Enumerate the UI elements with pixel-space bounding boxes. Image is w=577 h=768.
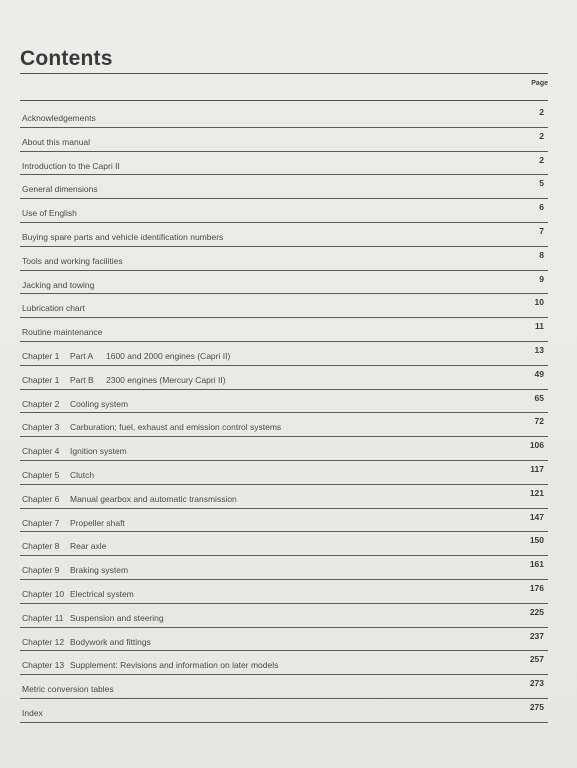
page-number: 7 bbox=[539, 225, 544, 236]
entry-title: Index bbox=[22, 707, 43, 718]
page-number: 225 bbox=[529, 606, 544, 617]
contents-list bbox=[20, 104, 548, 723]
chapter-number: Chapter 9 bbox=[22, 565, 60, 576]
page-number: 161 bbox=[529, 559, 544, 570]
entry-title: Cooling system bbox=[70, 398, 129, 409]
entry-title: General dimensions bbox=[22, 184, 98, 195]
entry-label bbox=[22, 613, 164, 623]
contents-entry bbox=[20, 271, 548, 295]
entry-label bbox=[22, 137, 90, 147]
contents-entry bbox=[20, 556, 548, 580]
entry-label bbox=[22, 113, 96, 123]
contents-entry bbox=[20, 509, 548, 533]
contents-entry bbox=[20, 604, 548, 628]
part-label: Part A bbox=[70, 350, 94, 361]
page-number: 11 bbox=[535, 321, 544, 332]
entry-title: 2300 engines (Mercury Capri II) bbox=[106, 374, 226, 385]
entry-title: Metric conversion tables bbox=[22, 684, 114, 695]
contents-entry bbox=[20, 223, 548, 247]
entry-title: Buying spare parts and vehicle identification numbers bbox=[22, 231, 224, 242]
page-number: 106 bbox=[529, 440, 544, 451]
page-number: 121 bbox=[529, 487, 544, 498]
entry-title: Jacking and towing bbox=[22, 279, 95, 290]
entry-label bbox=[22, 684, 114, 694]
entry-title: Bodywork and fittings bbox=[70, 636, 151, 647]
entry-label bbox=[22, 518, 125, 528]
entry-title: Manual gearbox and automatic transmission bbox=[70, 493, 237, 504]
page-number: 2 bbox=[539, 154, 544, 165]
chapter-number: Chapter 1 bbox=[22, 374, 60, 385]
page-number: 147 bbox=[529, 511, 544, 522]
contents-entry bbox=[20, 247, 548, 271]
chapter-number: Chapter 12 bbox=[22, 636, 65, 647]
page-number: 13 bbox=[534, 344, 544, 355]
page-number: 257 bbox=[529, 654, 544, 665]
contents-entry bbox=[20, 651, 548, 675]
entry-title: Lubrication chart bbox=[22, 303, 85, 314]
entry-label bbox=[22, 494, 237, 504]
contents-entry bbox=[20, 175, 548, 199]
entry-title: Carburation; fuel, exhaust and emission control systems bbox=[70, 422, 282, 433]
entry-title: Clutch bbox=[70, 469, 95, 480]
page-title: Contents bbox=[20, 47, 113, 70]
page-number: 10 bbox=[534, 297, 544, 308]
contents-entry bbox=[20, 199, 548, 223]
chapter-number: Chapter 5 bbox=[22, 469, 60, 480]
page-number: 49 bbox=[534, 368, 544, 379]
entry-label bbox=[22, 541, 106, 551]
contents-entry bbox=[20, 128, 548, 152]
chapter-number: Chapter 1 bbox=[22, 350, 60, 361]
entry-label bbox=[22, 351, 230, 361]
chapter-number: Chapter 6 bbox=[22, 493, 60, 504]
entry-title: Propeller shaft bbox=[70, 517, 125, 528]
contents-entry bbox=[20, 485, 548, 509]
contents-entry bbox=[20, 413, 548, 437]
entry-label bbox=[22, 422, 281, 432]
page-number: 6 bbox=[539, 202, 544, 213]
page-number: 72 bbox=[534, 416, 544, 427]
entry-title: 1600 and 2000 engines (Capri II) bbox=[106, 350, 231, 361]
contents-entry bbox=[20, 390, 548, 414]
chapter-number: Chapter 13 bbox=[22, 660, 65, 671]
contents-entry bbox=[20, 366, 548, 390]
entry-label bbox=[22, 303, 85, 313]
page-number: 273 bbox=[529, 678, 544, 689]
chapter-number: Chapter 7 bbox=[22, 517, 60, 528]
entry-label bbox=[22, 660, 278, 670]
entry-label bbox=[22, 470, 94, 480]
entry-label bbox=[22, 399, 128, 409]
page-number: 275 bbox=[529, 701, 544, 712]
contents-entry bbox=[20, 461, 548, 485]
entry-label bbox=[22, 161, 120, 171]
page-number: 8 bbox=[539, 249, 544, 260]
page-number: 237 bbox=[529, 630, 544, 641]
contents-entry bbox=[20, 699, 548, 723]
page-number: 150 bbox=[529, 535, 544, 546]
entry-label bbox=[22, 375, 226, 385]
contents-entry bbox=[20, 104, 548, 128]
contents-entry bbox=[20, 628, 548, 652]
page-number: 176 bbox=[529, 582, 544, 593]
entry-title: Ignition system bbox=[70, 446, 127, 457]
entry-title: Electrical system bbox=[70, 588, 134, 599]
page-number: 9 bbox=[539, 273, 544, 284]
entry-label bbox=[22, 446, 127, 456]
entry-title: Tools and working facilities bbox=[22, 255, 123, 266]
entry-label bbox=[22, 708, 43, 718]
contents-entry bbox=[20, 318, 548, 342]
entry-title: Acknowledgements bbox=[22, 113, 96, 123]
chapter-number: Chapter 4 bbox=[22, 446, 60, 457]
entry-label bbox=[22, 184, 98, 194]
contents-entry bbox=[20, 342, 548, 366]
entry-label bbox=[22, 280, 94, 290]
entry-title: Supplement: Revisions and information on later models bbox=[70, 660, 279, 671]
contents-entry bbox=[20, 152, 548, 176]
page-number: 5 bbox=[539, 178, 544, 189]
page-number: 2 bbox=[539, 107, 544, 117]
entry-title: Rear axle bbox=[70, 541, 107, 552]
entry-label bbox=[22, 232, 223, 242]
entry-title: Suspension and steering bbox=[70, 612, 164, 623]
part-label: Part B bbox=[70, 374, 94, 385]
entry-label bbox=[22, 327, 102, 337]
chapter-number: Chapter 3 bbox=[22, 422, 60, 433]
entry-label bbox=[22, 637, 151, 647]
entry-title: About this manual bbox=[22, 136, 91, 147]
chapter-number: Chapter 8 bbox=[22, 541, 60, 552]
contents-entry bbox=[20, 532, 548, 556]
entry-label bbox=[22, 565, 128, 575]
chapter-number: Chapter 10 bbox=[22, 588, 65, 599]
entry-title: Braking system bbox=[70, 565, 129, 576]
header-rule bbox=[20, 100, 548, 101]
title-rule bbox=[20, 73, 548, 74]
page-number: 65 bbox=[534, 392, 544, 403]
entry-label bbox=[22, 208, 77, 218]
page-number: 117 bbox=[530, 463, 544, 474]
entry-title: Use of English bbox=[22, 208, 77, 219]
entry-label bbox=[22, 256, 123, 266]
chapter-number: Chapter 2 bbox=[22, 398, 60, 409]
page-number: 2 bbox=[539, 130, 544, 141]
page-column-header: Page bbox=[531, 80, 548, 87]
entry-label bbox=[22, 589, 134, 599]
contents-entry bbox=[20, 580, 548, 604]
entry-title: Introduction to the Capri II bbox=[22, 160, 120, 171]
contents-entry bbox=[20, 294, 548, 318]
contents-entry bbox=[20, 437, 548, 461]
chapter-number: Chapter 11 bbox=[22, 612, 64, 623]
entry-title: Routine maintenance bbox=[22, 327, 103, 338]
contents-entry bbox=[20, 675, 548, 699]
